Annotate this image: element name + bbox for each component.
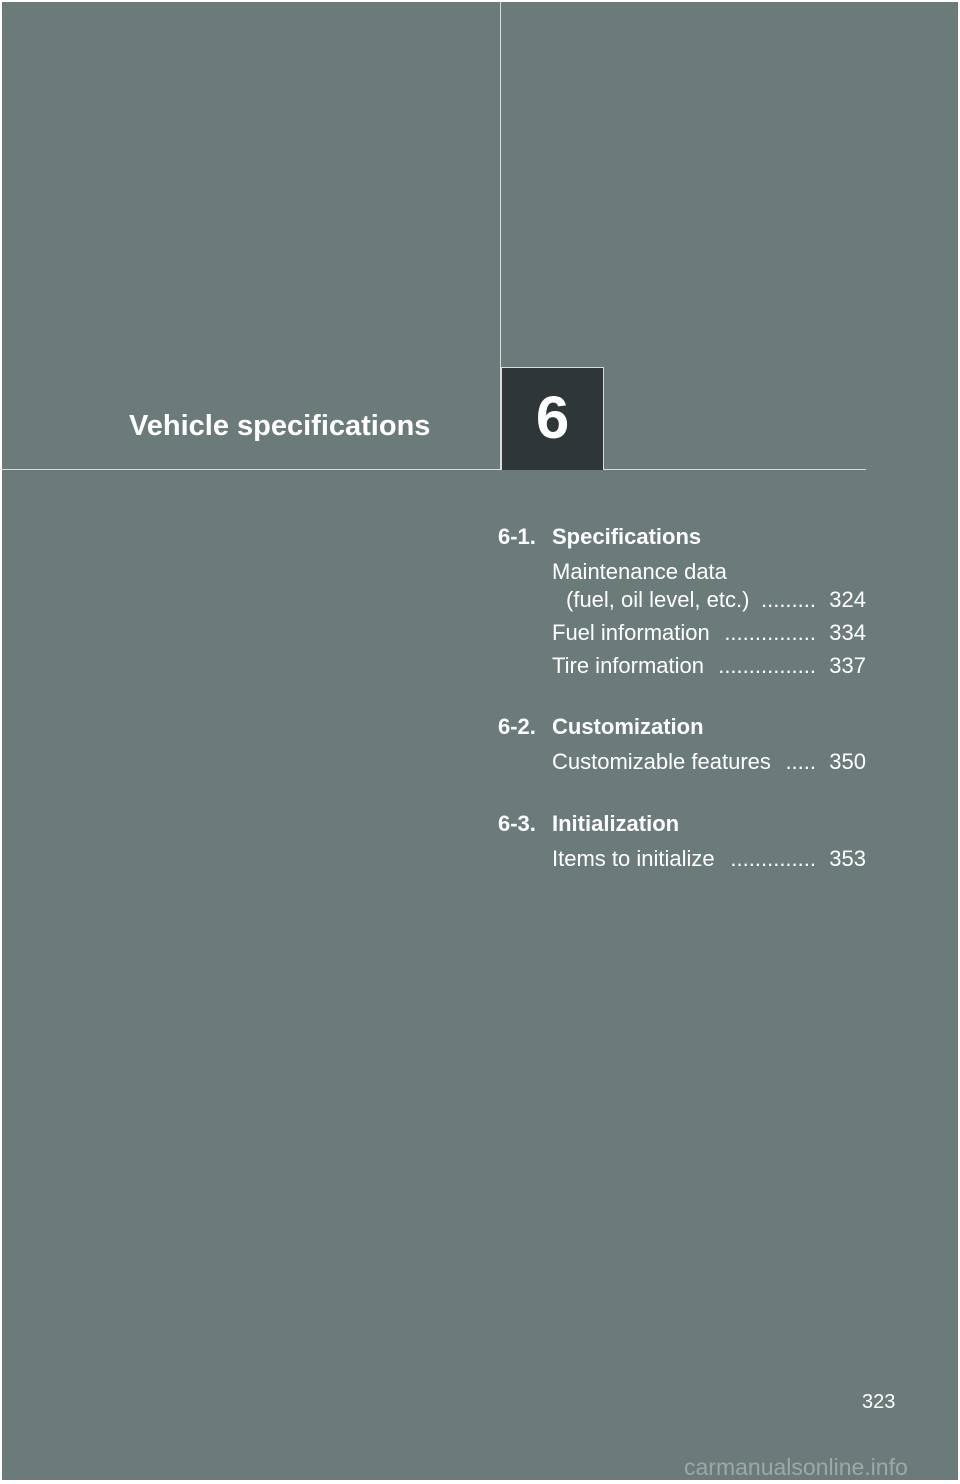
toc-entry[interactable] — [552, 558, 868, 614]
entry-title: Maintenance data — [552, 559, 727, 584]
leader-dots: ............... — [724, 620, 816, 645]
section-number: 6-3. — [498, 811, 536, 836]
entry-title: Items to initialize — [552, 846, 715, 871]
toc-entry[interactable] — [552, 845, 868, 873]
entry-title: Customizable features — [552, 749, 771, 774]
entry-title: Tire information — [552, 653, 705, 678]
entry-page-number: 337 — [829, 653, 866, 678]
toc-entry[interactable] — [552, 619, 868, 647]
entry-page-number: 350 — [829, 749, 866, 774]
section-title: Customization — [552, 714, 704, 739]
chapter-title: Vehicle specifications — [129, 410, 431, 442]
leader-dots: ......... — [760, 587, 816, 612]
chapter-number: 6 — [535, 384, 570, 451]
section-title: Specifications — [552, 524, 702, 549]
chapter-number-box — [501, 367, 604, 470]
section-title: Initialization — [552, 811, 680, 836]
entry-page-number: 324 — [829, 587, 866, 612]
page-background — [2, 2, 958, 1480]
leader-dots: .............. — [730, 846, 816, 871]
header-rule — [0, 469, 866, 470]
leader-dots: ..... — [785, 749, 816, 774]
leader-dots: ................ — [718, 653, 816, 678]
entry-subtitle: (fuel, oil level, etc.) — [566, 587, 750, 612]
watermark: carmanualsonline.info — [684, 1454, 908, 1480]
entry-title: Fuel information — [552, 620, 710, 645]
entry-page-number: 353 — [829, 846, 866, 871]
section-number: 6-2. — [498, 714, 536, 739]
page-number: 323 — [862, 1391, 896, 1413]
toc-entry[interactable] — [552, 652, 868, 680]
section-number: 6-1. — [498, 524, 536, 549]
toc-entry[interactable] — [552, 748, 868, 776]
entry-page-number: 334 — [829, 620, 866, 645]
